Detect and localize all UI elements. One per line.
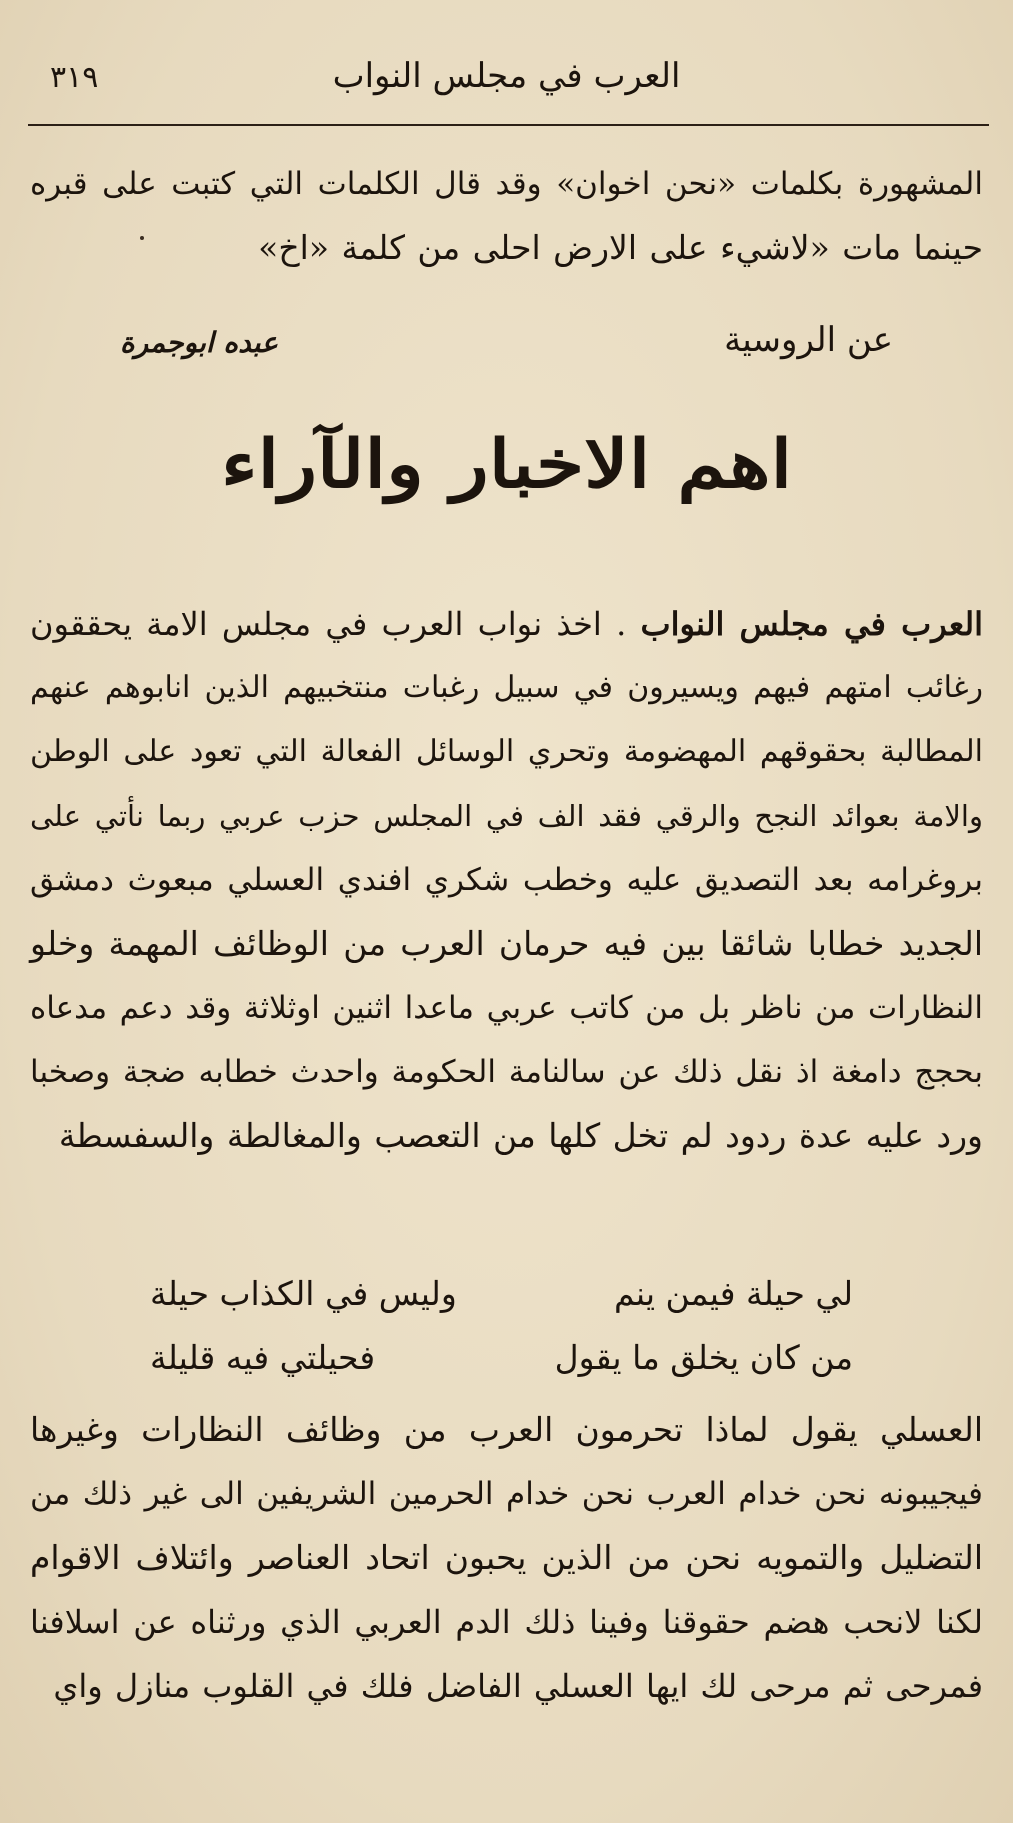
article-first-line [30, 592, 983, 656]
intro-paragraph [30, 152, 983, 280]
closing-line: لكنا لانحب هضم حقوقنا وفينا ذلك الدم العربي الذي ورثناه عن اسلافنا [30, 1603, 983, 1641]
closing-line: العسلي يقول لماذا تحرمون العرب من وظائف النظارات وغيرها [30, 1410, 983, 1449]
article-line: بحجج دامغة اذ نقل ذلك عن سالنامة الحكومة واحدث خطابه ضجة وصخبا [30, 1054, 983, 1090]
poem-verse [150, 1262, 853, 1390]
byline-author: عبده ابوجمرة [120, 326, 278, 359]
header-rule [28, 124, 989, 126]
verse-line [150, 1262, 853, 1326]
article-first-line-rest: . اخذ نواب العرب في مجلس الامة يحققون [30, 605, 627, 643]
print-speck [140, 236, 144, 240]
article-line: النظارات من ناظر بل من كاتب عربي ماعدا اثنين اوثلاثة وقد دعم مدعاه [30, 990, 983, 1026]
verse-hemistich-first: لي حيلة فيمن ينم [613, 1274, 853, 1313]
closing-paragraph [30, 1398, 983, 1718]
verse-hemistich-second: وليس في الكذاب حيلة [150, 1274, 457, 1313]
byline-source: عن الروسية [724, 320, 893, 360]
closing-line: التضليل والتمويه نحن من الذين يحبون اتحاد العناصر وائتلاف الاقوام [30, 1538, 983, 1577]
article-line: رغائب امتهم فيهم ويسيرون في سبيل رغبات منتخبيهم الذين انابوهم عنهم [30, 670, 983, 705]
intro-line: المشهورة بكلمات «نحن اخوان» وقد قال الكلمات التي كتبت على قبره [30, 166, 983, 202]
running-title: العرب في مجلس النواب [332, 56, 681, 96]
article-body [30, 592, 983, 1168]
byline [30, 320, 983, 380]
closing-line: فمرحى ثم مرحى لك ايها العسلي الفاضل فلك في القلوب منازل واي [53, 1667, 983, 1705]
closing-line: فيجيبونه نحن خدام العرب نحن خدام الحرمين الشريفين الى غير ذلك من [30, 1476, 983, 1512]
article-line: الجديد خطابا شائقا بين فيه حرمان العرب من الوظائف المهمة وخلو [30, 924, 983, 963]
intro-line: حينما مات «لاشيء على الارض احلى من كلمة «اخ» [258, 228, 983, 267]
article-lead: العرب في مجلس النواب [640, 605, 984, 643]
section-heading: اهم الاخبار والآراء [220, 425, 793, 504]
article-line: بروغرامه بعد التصديق عليه وخطب شكري افندي العسلي مبعوث دمشق [30, 862, 983, 898]
article-line: المطالبة بحقوقهم المهضومة وتحري الوسائل الفعالة التي تعود على الوطن [30, 734, 983, 769]
verse-hemistich-first: من كان يخلق ما يقول [554, 1338, 853, 1377]
running-head [40, 52, 973, 102]
article-line: ورد عليه عدة ردود لم تخل كلها من التعصب والمغالطة والسفسطة [58, 1116, 983, 1155]
verse-line [150, 1326, 853, 1390]
page-number: ٣١٩ [50, 60, 99, 95]
article-line: والامة بعوائد النجح والرقي فقد الف في المجلس حزب عربي ربما نأتي على [30, 799, 983, 833]
verse-hemistich-second: فحيلتي فيه قليلة [150, 1338, 376, 1377]
